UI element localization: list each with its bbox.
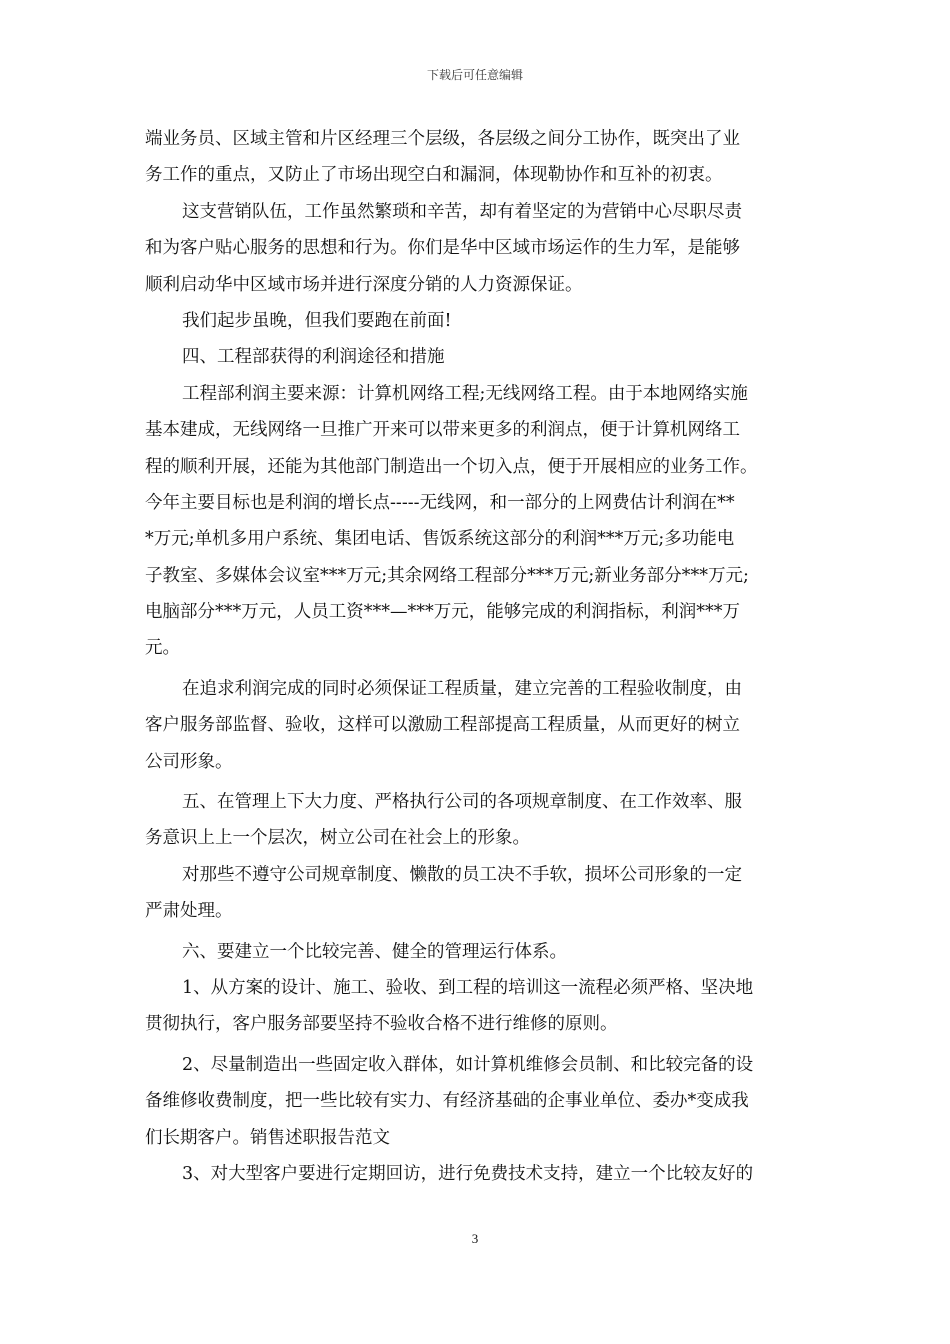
text-line: 今年主要目标也是利润的增长点-----无线网，和一部分的上网费估计利润在** — [145, 492, 735, 513]
text-line: 们长期客户。销售述职报告范文 — [145, 1127, 390, 1148]
document-body — [145, 121, 809, 1192]
text-line: 这支营销队伍，工作虽然繁琐和辛苦，却有着坚定的为营销中心尽职尽责 — [182, 201, 742, 222]
text-line: 客户服务部监督、验收，这样可以激励工程部提高工程质量，从而更好的树立 — [145, 715, 740, 736]
text-line: 工程部利润主要来源：计算机网络工程;无线网络工程。由于本地网络实施 — [182, 383, 748, 404]
text-line: 元。 — [145, 638, 180, 659]
text-line: 对那些不遵守公司规章制度、懒散的员工决不手软，损坏公司形象的一定 — [182, 864, 742, 885]
page-header: 下载后可任意编辑 — [426, 68, 523, 82]
text-line: 严肃处理。 — [145, 901, 233, 922]
text-line: 2、尽量制造出一些固定收入群体，如计算机维修会员制、和比较完备的设 — [182, 1054, 754, 1075]
text-line: 3、对大型客户要进行定期回访，进行免费技术支持，建立一个比较友好的 — [182, 1163, 754, 1184]
text-line: 1、从方案的设计、施工、验收、到工程的培训这一流程必须严格、坚决地 — [182, 977, 754, 998]
text-line: 和为客户贴心服务的思想和行为。你们是华中区域市场运作的生力军，是能够 — [145, 238, 740, 259]
text-line: 在追求利润完成的同时必须保证工程质量，建立完善的工程验收制度，由 — [182, 678, 742, 699]
section-heading: 四、工程部获得的利润途径和措施 — [182, 347, 445, 368]
text-line: 务意识上上一个层次，树立公司在社会上的形象。 — [145, 828, 530, 849]
text-line: 备维修收费制度，把一些比较有实力、有经济基础的企事业单位、委办*变成我 — [145, 1091, 749, 1112]
section-heading: 六、要建立一个比较完善、健全的管理运行体系。 — [182, 941, 567, 962]
text-line: 我们起步虽晚，但我们要跑在前面! — [182, 310, 452, 331]
text-line: 子教室、多媒体会议室***万元;其余网络工程部分***万元;新业务部分***万元; — [145, 565, 749, 586]
text-line: 公司形象。 — [145, 751, 233, 772]
text-line: *万元;单机多用户系统、集团电话、售饭系统这部分的利润***万元;多功能电 — [145, 529, 735, 550]
text-line: 程的顺利开展，还能为其他部门制造出一个切入点，便于开展相应的业务工作。 — [145, 456, 758, 477]
text-line: 电脑部分***万元，人员工资***—***万元，能够完成的利润指标，利润***万 — [145, 602, 740, 623]
section-heading: 五、在管理上下大力度、严格执行公司的各项规章制度、在工作效率、服 — [182, 792, 742, 813]
text-line: 贯彻执行，客户服务部要坚持不验收合格不进行维修的原则。 — [145, 1014, 618, 1035]
page-number: 3 — [471, 1231, 479, 1246]
text-line: 顺利启动华中区域市场并进行深度分销的人力资源保证。 — [145, 274, 583, 295]
text-line: 端业务员、区域主管和片区经理三个层级，各层级之间分工协作，既突出了业 — [145, 129, 740, 149]
text-line: 基本建成，无线网络一旦推广开来可以带来更多的利润点，便于计算机网络工 — [145, 420, 740, 441]
text-line: 务工作的重点，又防止了市场出现空白和漏洞，体现勒协作和互补的初衷。 — [145, 165, 723, 186]
